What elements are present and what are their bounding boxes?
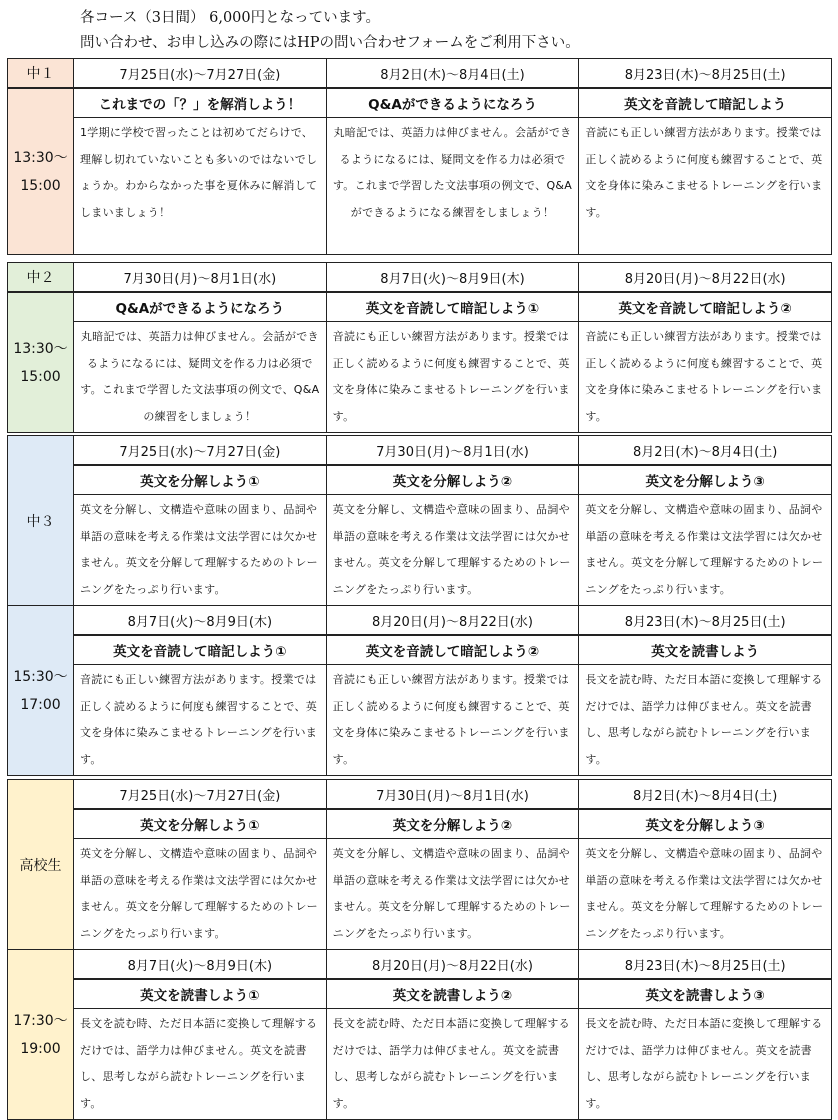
- jh1-desc-2: 丸暗記では、英語力は伸びません。会話ができるようになるには、疑問文を作る力は必須です。これまで学習した文法事項の例文で、Q&Aができるようになる練習をしましょう！: [326, 118, 579, 255]
- jh1-time-end: 15:00: [20, 177, 61, 194]
- hs-r2-title-1: 英文を読書しよう①: [74, 979, 327, 1009]
- intro-price-line: 各コース（3日間） 6,000円となっています。: [80, 10, 380, 26]
- jh1-desc-3: 音読にも正しい練習方法があります。授業では正しく読めるように何度も練習することで、英文を身体に染みこませるトレーニングを行います。: [579, 118, 832, 255]
- jh1-title-1: これまでの「？」を解消しよう！: [74, 88, 327, 118]
- hs-schedule-table: [7, 779, 832, 1120]
- jh3-schedule-table: [7, 435, 832, 776]
- jh1-date-3: 8月23日(木)～8月25日(土): [579, 59, 832, 89]
- hs-r2-desc-2: 長文を読む時、ただ日本語に変換して理解するだけでは、語学力は伸びません。英文を読書し、思考しながら読むトレーニングを行います。: [326, 1009, 579, 1120]
- jh3-r1-desc-1: 英文を分解し、文構造や意味の固まり、品詞や単語の意味を考える作業は文法学習には欠かせません。英文を分解して理解するためのトレーニングをたっぷり行います。: [74, 495, 327, 606]
- hs-r1-desc-1: 英文を分解し、文構造や意味の固まり、品詞や単語の意味を考える作業は文法学習には欠かせません。英文を分解して理解するためのトレーニングをたっぷり行います。: [74, 839, 327, 950]
- jh3-r1-desc-2: 英文を分解し、文構造や意味の固まり、品詞や単語の意味を考える作業は文法学習には欠かせません。英文を分解して理解するためのトレーニングをたっぷり行います。: [326, 495, 579, 606]
- hs-r1-desc-3: 英文を分解し、文構造や意味の固まり、品詞や単語の意味を考える作業は文法学習には欠かせません。英文を分解して理解するためのトレーニングをたっぷり行います。: [579, 839, 832, 950]
- jh3-r2-date-3: 8月23日(木)～8月25日(土): [579, 606, 832, 636]
- jh1-time: [8, 88, 74, 255]
- jh3-r2-date-2: 8月20日(月)～8月22日(水): [326, 606, 579, 636]
- jh3-r1-title-3: 英文を分解しよう③: [579, 465, 832, 495]
- hs-r1-date-3: 8月2日(木)～8月4日(土): [579, 780, 832, 810]
- intro: [80, 6, 580, 56]
- hs-r1-date-2: 7月30日(月)～8月1日(水): [326, 780, 579, 810]
- hs-time-end: 19:00: [20, 1040, 61, 1057]
- hs-r2-date-3: 8月23日(木)～8月25日(土): [579, 950, 832, 980]
- intro-contact-line: 問い合わせ、お申し込みの際にはHPの問い合わせフォームをご利用下さい。: [80, 35, 580, 51]
- jh1-label: 中１: [8, 59, 74, 89]
- hs-time-start: 17:30～: [13, 1012, 68, 1029]
- jh3-label: 中３: [8, 436, 74, 606]
- jh3-time-start: 15:30～: [13, 668, 68, 685]
- jh3-r1-title-1: 英文を分解しよう①: [74, 465, 327, 495]
- hs-r1-desc-2: 英文を分解し、文構造や意味の固まり、品詞や単語の意味を考える作業は文法学習には欠かせません。英文を分解して理解するためのトレーニングをたっぷり行います。: [326, 839, 579, 950]
- jh3-r2-desc-2: 音読にも正しい練習方法があります。授業では正しく読めるように何度も練習することで、英文を身体に染みこませるトレーニングを行います。: [326, 665, 579, 776]
- hs-r1-title-2: 英文を分解しよう②: [326, 809, 579, 839]
- hs-label: 高校生: [8, 780, 74, 950]
- jh2-title-2: 英文を音読して暗記しよう①: [326, 292, 579, 322]
- jh3-r2-date-1: 8月7日(火)～8月9日(木): [74, 606, 327, 636]
- jh1-schedule-table: [7, 58, 832, 255]
- jh2-title-3: 英文を音読して暗記しよう②: [579, 292, 832, 322]
- jh3-r1-date-3: 8月2日(木)～8月4日(土): [579, 436, 832, 466]
- jh3-r2-title-3: 英文を読書しよう: [579, 635, 832, 665]
- jh1-title-3: 英文を音読して暗記しよう: [579, 88, 832, 118]
- jh3-r2-title-1: 英文を音読して暗記しよう①: [74, 635, 327, 665]
- jh2-time-start: 13:30～: [13, 340, 68, 357]
- hs-r2-title-2: 英文を読書しよう②: [326, 979, 579, 1009]
- hs-r2-date-2: 8月20日(月)～8月22日(水): [326, 950, 579, 980]
- hs-r2-desc-3: 長文を読む時、ただ日本語に変換して理解するだけでは、語学力は伸びません。英文を読書し、思考しながら読むトレーニングを行います。: [579, 1009, 832, 1120]
- jh3-r2-desc-3: 長文を読む時、ただ日本語に変換して理解するだけでは、語学力は伸びません。英文を読書し、思考しながら読むトレーニングを行います。: [579, 665, 832, 776]
- hs-r2-date-1: 8月7日(火)～8月9日(木): [74, 950, 327, 980]
- jh2-desc-2: 音読にも正しい練習方法があります。授業では正しく読めるように何度も練習することで、英文を身体に染みこませるトレーニングを行います。: [326, 322, 579, 433]
- jh2-desc-3: 音読にも正しい練習方法があります。授業では正しく読めるように何度も練習することで、英文を身体に染みこませるトレーニングを行います。: [579, 322, 832, 433]
- jh2-time: [8, 292, 74, 433]
- jh1-date-2: 8月2日(木)～8月4日(土): [326, 59, 579, 89]
- jh3-r1-date-1: 7月25日(水)～7月27日(金): [74, 436, 327, 466]
- jh3-r1-date-2: 7月30日(月)～8月1日(水): [326, 436, 579, 466]
- jh3-r2-desc-1: 音読にも正しい練習方法があります。授業では正しく読めるように何度も練習することで、英文を身体に染みこませるトレーニングを行います。: [74, 665, 327, 776]
- jh1-date-1: 7月25日(水)～7月27日(金): [74, 59, 327, 89]
- jh1-desc-1: 1学期に学校で習ったことは初めてだらけで、理解し切れていないことも多いのではないでしょうか。わからなかった事を夏休みに解消してしまいましょう！: [74, 118, 327, 255]
- jh2-schedule-table: [7, 262, 832, 433]
- jh2-date-2: 8月7日(火)～8月9日(木): [326, 263, 579, 293]
- jh1-title-2: Q&Aができるようになろう: [326, 88, 579, 118]
- jh2-title-1: Q&Aができるようになろう: [74, 292, 327, 322]
- jh2-desc-1: 丸暗記では、英語力は伸びません。会話ができるようになるには、疑問文を作る力は必須です。これまで学習した文法事項の例文で、Q&Aの練習をしましょう！: [74, 322, 327, 433]
- jh3-r1-title-2: 英文を分解しよう②: [326, 465, 579, 495]
- jh3-r1-desc-3: 英文を分解し、文構造や意味の固まり、品詞や単語の意味を考える作業は文法学習には欠かせません。英文を分解して理解するためのトレーニングをたっぷり行います。: [579, 495, 832, 606]
- jh2-date-1: 7月30日(月)～8月1日(水): [74, 263, 327, 293]
- hs-r2-title-3: 英文を読書しよう③: [579, 979, 832, 1009]
- jh3-time-end: 17:00: [20, 696, 61, 713]
- jh2-date-3: 8月20日(月)～8月22日(水): [579, 263, 832, 293]
- hs-r1-title-1: 英文を分解しよう①: [74, 809, 327, 839]
- jh2-label: 中２: [8, 263, 74, 293]
- jh1-time-start: 13:30～: [13, 149, 68, 166]
- hs-r1-date-1: 7月25日(水)～7月27日(金): [74, 780, 327, 810]
- hs-time: [8, 950, 74, 1120]
- hs-r2-desc-1: 長文を読む時、ただ日本語に変換して理解するだけでは、語学力は伸びません。英文を読書し、思考しながら読むトレーニングを行います。: [74, 1009, 327, 1120]
- jh3-time: [8, 606, 74, 776]
- jh2-time-end: 15:00: [20, 368, 61, 385]
- jh3-r2-title-2: 英文を音読して暗記しよう②: [326, 635, 579, 665]
- hs-r1-title-3: 英文を分解しよう③: [579, 809, 832, 839]
